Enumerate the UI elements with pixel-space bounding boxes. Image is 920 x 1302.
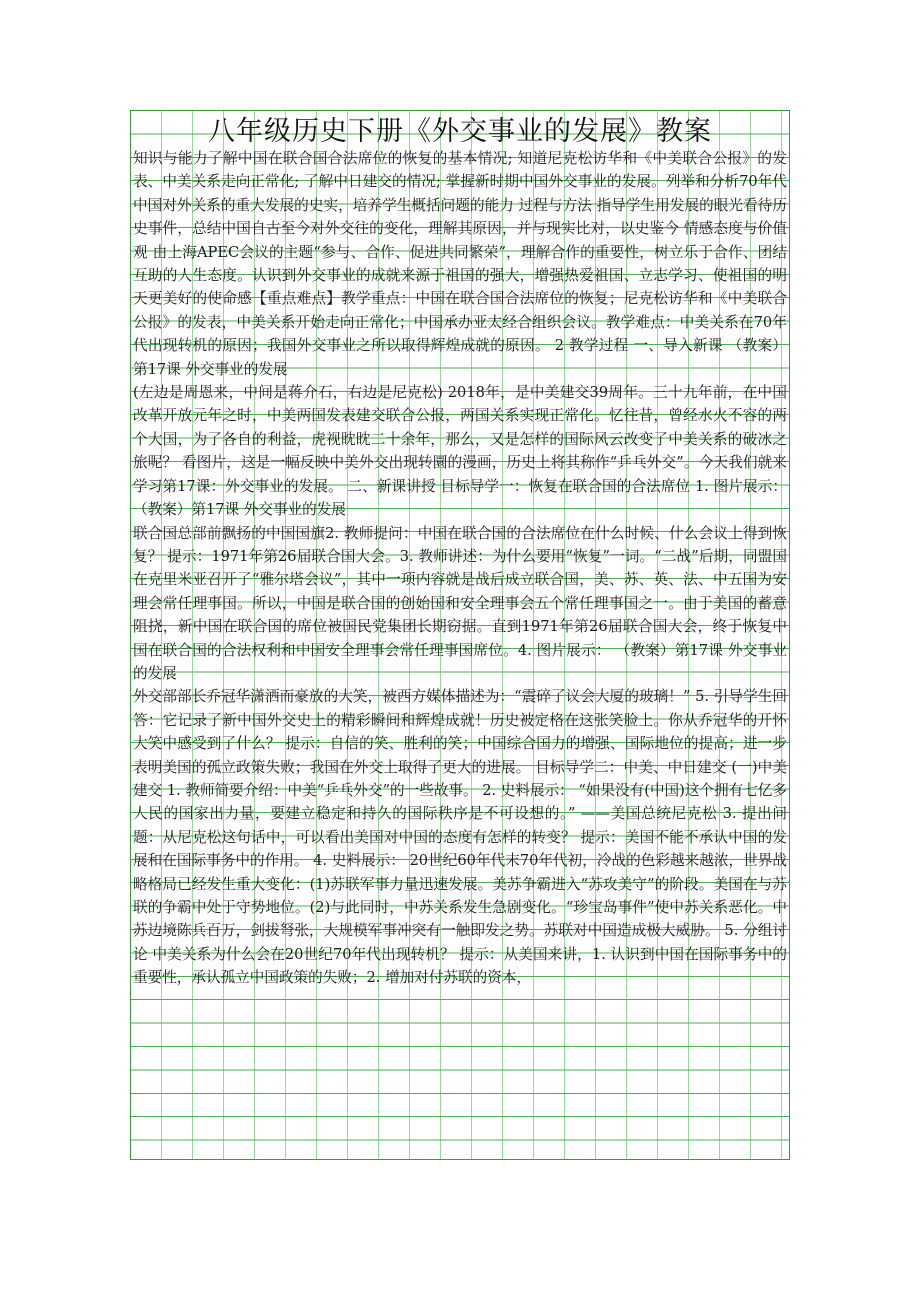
document-page bbox=[130, 110, 790, 1160]
paragraph-introduction: (左边是周恩来，中间是蒋介石，右边是尼克松) 2018年，是中美建交39周年。三十九年前，在中国改革开放元年之时，中美两国发表建交联合公报，两国关系实现正常化。忆往昔，曾经水火不容的两个大国，为了各自的利益，虎视眈眈二十余年，那么，又是怎样的国际风云改变了中美关系的破冰之旅呢？ 看图片，这是一幅反映中美外交出现转圜的漫画，历史上将其称作“乒乓外交”。今天我们就来学习第17课：外交事业的发展。 二、新课讲授 目标导学一：恢复在联合国的合法席位 1. 图片展示： （教案）第17课 外交事业的发展 bbox=[133, 384, 787, 519]
paragraph-un-seat: 联合国总部前飘扬的中国国旗2. 教师提问：中国在联合国的合法席位在什么时候、什么会议上得到恢复？ 提示：1971年第26届联合国大会。3. 教师讲述：为什么要用“恢复”一词。“二战”后期，同盟国在克里米亚召开了“雅尔塔会议”，其中一项内容就是战后成立联合国，美、苏、英、法、中五国为安理会常任理事国。所以，中国是联合国的创始国和安全理事会五个常任理事国之一。由于美国的蓄意阻挠，新中国在联合国的席位被国民党集团长期窃据。直到1971年第26届联合国大会，终于恢复中国在联合国的合法权利和中国安全理事会常任理事国席位。4. 图片展示： （教案）第17课 外交事业的发展 bbox=[133, 524, 787, 682]
paragraph-sino-us-relations: 外交部部长乔冠华潇洒而豪放的大笑，被西方媒体描述为：“震碎了议会大厦的玻璃！” 5. 引导学生回答：它记录了新中国外交史上的精彩瞬间和辉煌成就！历史被定格在这张笑脸上。你从乔冠华的开怀大笑中感受到了什么？ 提示：自信的笑、胜利的笑；中国综合国力的增强、国际地位的提高；进一步表明美国的孤立政策失败；我国在外交上取得了更大的进展。 目标导学二：中美、中日建交 (一)中美建交 1. 教师简要介绍：中美“乒乓外交”的一些故事。 2. 史料展示： “如果没有(中国)这个拥有七亿多人民的国家出力量，要建立稳定和持久的国际秩序是不可设想的。” ——美国总统尼克松 3. 提出问题：从尼克松这句话中，可以看出美国对中国的态度有怎样的转变？ 提示：美国不能不承认中国的发展和在国际事务中的作用。 4. 史料展示： 20世纪60年代末70年代初，冷战的色彩越来越浓，世界战略格局已经发生重大变化：(1)苏联军事力量迅速发展。美苏争霸进入“苏攻美守”的阶段。美国在与苏联的争霸中处于守势地位。(2)与此同时，中苏关系发生急剧变化。“珍宝岛事件”使中苏关系恶化。中苏边境陈兵百万，剑拔弩张，大规模军事冲突有一触即发之势。苏联对中国造成极大威胁。 5. 分组讨论 中美关系为什么会在20世纪70年代出现转机？ 提示：从美国来讲，1. 认识到中国在国际事务中的重要性，承认孤立中国政策的失败；2. 增加对付苏联的资本， bbox=[133, 688, 787, 987]
paragraph-objectives: 知识与能力了解中国在联合国合法席位的恢复的基本情况; 知道尼克松访华和《中美联合公报》的发表、中美关系走向正常化; 了解中日建交的情况; 掌握新时期中国外交事业的发展。列举和分析70年代中国对外关系的重大发展的史实，培养学生概括问题的能力 过程与方法 指导学生用发展的眼光看待历史事件，总结中国自古至今对外交往的变化，理解其原因，并与现实比对，以史鉴今 情感态度与价值观 由上海APEC会议的主题“参与、合作、促进共同繁荣”，理解合作的重要性，树立乐于合作、团结互助的人生态度。认识到外交事业的成就来源于祖国的强大，增强热爱祖国、立志学习、使祖国的明天更美好的使命感【重点难点】教学重点：中国在联合国合法席位的恢复；尼克松访华和《中美联合公报》的发表，中美关系开始走向正常化；中国承办亚太经合组织会议。教学难点：中美关系在70年代出现转机的原因；我国外交事业之所以取得辉煌成就的原因。 2 教学过程 一、导入新课 （教案）第17课 外交事业的发展 bbox=[133, 150, 787, 378]
document-title: 八年级历史下册《外交事业的发展》教案 bbox=[208, 116, 712, 147]
